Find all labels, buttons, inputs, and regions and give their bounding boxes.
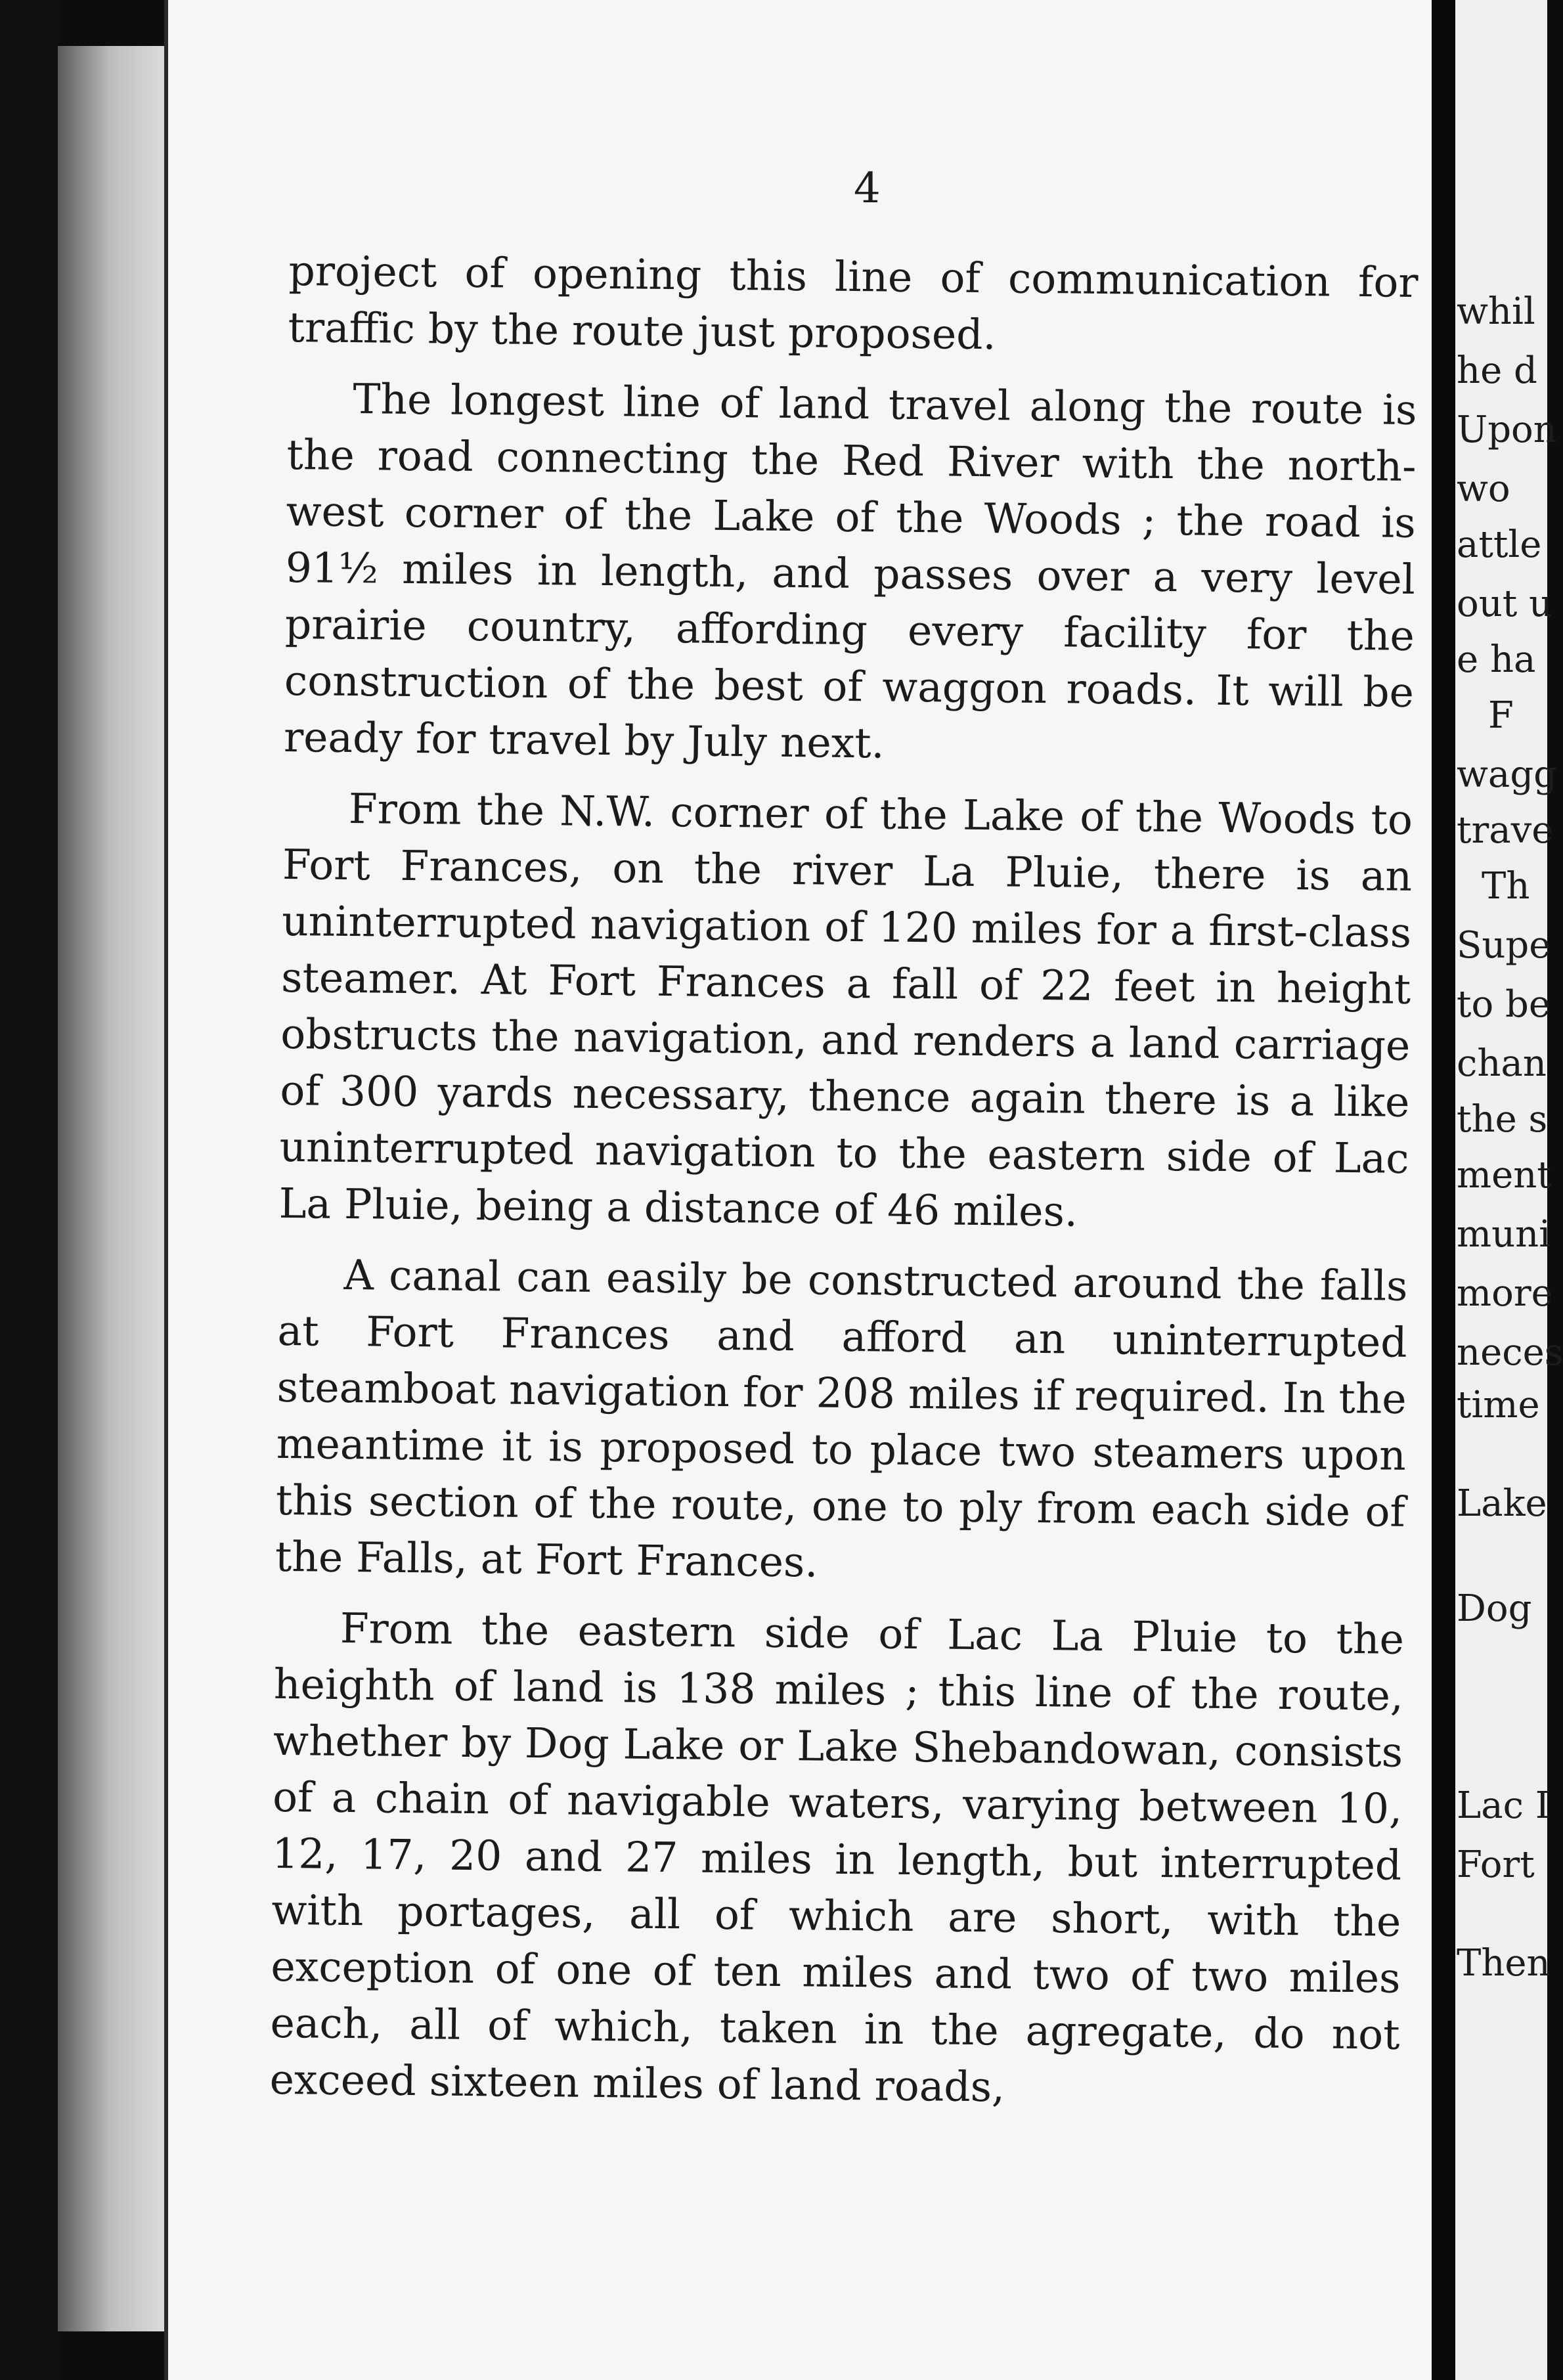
adjacent-fragment: F <box>1488 694 1514 737</box>
adjacent-fragment: attle <box>1457 523 1542 566</box>
paragraph-1: project of opening this line of communication for traffic by the route just proposed. <box>288 246 1419 359</box>
adjacent-fragment: to be <box>1457 983 1551 1026</box>
adjacent-fragment: time <box>1457 1384 1540 1426</box>
paragraph-3: From the N.W. corner of the Lake of the Woods to Fort Frances, on the river La Pluie, there is an uninterrupted navigation of 120 miles for a first-class steamer. At Fort Frances a fall of 22 feet in height obstructs the navigation, and renders a land carriage of 300 yards necessary, thence again there is a like uninterrupted navigation to the eastern side of Lac La Pluie, being a distance of 46 miles. <box>278 785 1413 1236</box>
paragraph-2: The longest line of land travel along the route is the road connecting the Red River with the north-west corner of the Lake of the Woods ; the road is 91½ miles in length, and passes over a very level prairie country, affording every facility for the construction of the best of waggon roads. It will be ready for travel by July next. <box>283 375 1417 768</box>
adjacent-fragment: e ha <box>1457 638 1536 681</box>
page-number: 4 <box>854 164 881 213</box>
adjacent-fragment: wo <box>1457 468 1510 510</box>
adjacent-fragment: Upon <box>1457 408 1557 451</box>
adjacent-fragment: chan <box>1457 1042 1547 1085</box>
adjacent-fragment: trave <box>1457 809 1554 852</box>
adjacent-fragment: Fort <box>1457 1843 1535 1886</box>
body-text <box>269 243 1419 2134</box>
page-gutter <box>1432 0 1455 2380</box>
adjacent-fragment: Lake <box>1457 1482 1547 1525</box>
adjacent-fragment: the s <box>1457 1098 1548 1141</box>
adjacent-fragment: wagg <box>1457 753 1558 796</box>
scan-backdrop-left <box>0 0 59 2380</box>
adjacent-fragment: more <box>1457 1272 1553 1315</box>
adjacent-fragment: he d <box>1457 349 1537 392</box>
adjacent-fragment: Lac I <box>1457 1784 1550 1827</box>
adjacent-fragment: Th <box>1482 865 1530 908</box>
adjacent-fragment: Then <box>1457 1942 1551 1985</box>
adjacent-fragment: muni <box>1457 1213 1551 1256</box>
adjacent-fragment: neces <box>1457 1331 1563 1374</box>
adjacent-fragment: ment <box>1457 1154 1552 1197</box>
adjacent-page <box>1455 0 1563 2380</box>
adjacent-fragment: out u <box>1457 583 1553 625</box>
paragraph-5: From the eastern side of Lac La Pluie to the heighth of land is 138 miles ; this line of the route, whether by Dog Lake or Lake Shebandowan, consists of a chain of navigable waters, varying between 10, 12, 17, 20 and 27 miles in length, but interrupted with portages, all of which are short, with the exception of one of ten miles and two of two miles each, all of which, taken in the agregate, do not exceed sixteen miles of land roads, <box>269 1604 1405 2111</box>
adjacent-fragment: Supe <box>1457 924 1551 967</box>
adjacent-fragment: whil <box>1457 290 1535 333</box>
adjacent-fragment: Dog <box>1457 1587 1532 1630</box>
paragraph-4: A canal can easily be constructed around the falls at Fort Frances and afford an uninterrupted steamboat navigation for 208 miles if required. In the meantime it is proposed to place two steamers upon this section of the route, one to ply from each side of the Falls, at Fort Frances. <box>275 1250 1408 1587</box>
